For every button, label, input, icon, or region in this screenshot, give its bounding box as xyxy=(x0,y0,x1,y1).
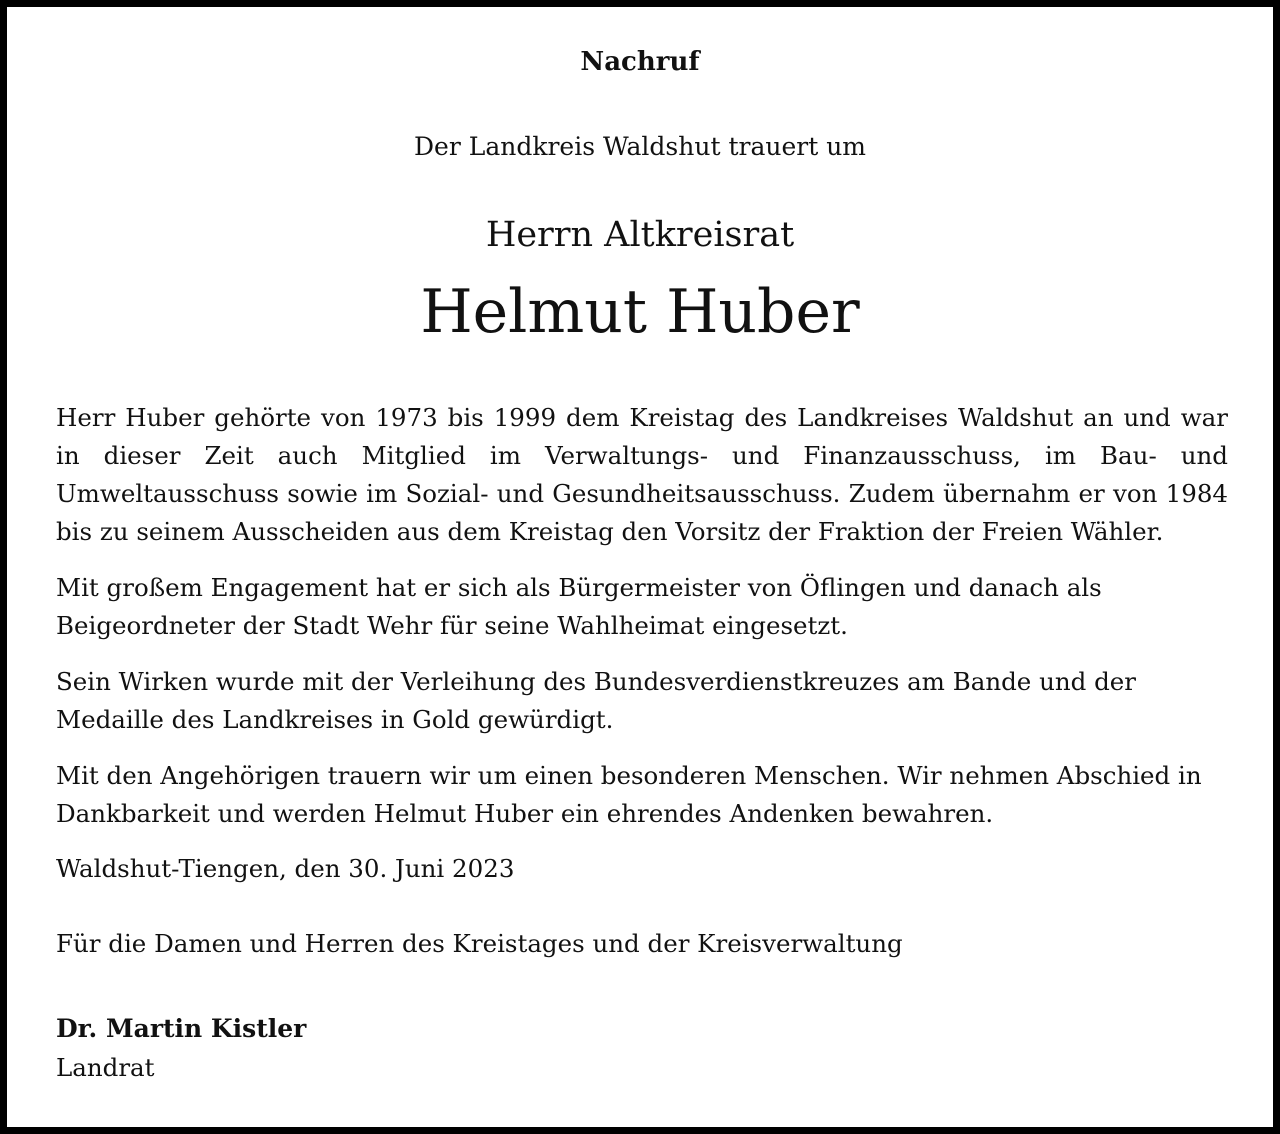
notice-body xyxy=(56,399,1228,851)
body-paragraph-career: Herr Huber gehörte von 1973 bis 1999 dem Kreistag des Landkreises Waldshut an und war in dieser Zeit auch Mitglied im Verwaltungs- und Finanzausschuss, im Bau- und Umweltausschuss sowie im Sozial- und Gesundheitsausschuss. Zudem übernahm er von 1984 bis zu seinem Ausscheiden aus dem Kreistag den Vorsitz der Fraktion der Freien Wähler. xyxy=(56,403,1228,546)
intro-line: Der Landkreis Waldshut trauert um xyxy=(413,132,866,161)
body-paragraph-honors: Sein Wirken wurde mit der Verleihung des Bundesverdienstkreuzes am Bande und der Medaille des Landkreises in Gold gewürdigt. xyxy=(56,667,1136,734)
body-paragraph-farewell: Mit den Angehörigen trauern wir um einen besonderen Menschen. Wir nehmen Abschied in Dankbarkeit und werden Helmut Huber ein ehrendes Andenken bewahren. xyxy=(56,761,1202,828)
signer-name: Dr. Martin Kistler xyxy=(56,1014,307,1043)
place-and-date: Waldshut-Tiengen, den 30. Juni 2023 xyxy=(56,854,515,883)
notice-heading: Nachruf xyxy=(580,47,700,77)
body-paragraph-engagement: Mit großem Engagement hat er sich als Bürgermeister von Öflingen und danach als Beigeordneter der Stadt Wehr für seine Wahlheimat eingesetzt. xyxy=(56,573,1102,640)
deceased-name: Helmut Huber xyxy=(420,277,860,347)
signer-title: Landrat xyxy=(56,1053,155,1082)
on-behalf-line: Für die Damen und Herren des Kreistages und der Kreisverwaltung xyxy=(56,929,903,958)
honorific-title: Herrn Altkreisrat xyxy=(485,215,795,255)
